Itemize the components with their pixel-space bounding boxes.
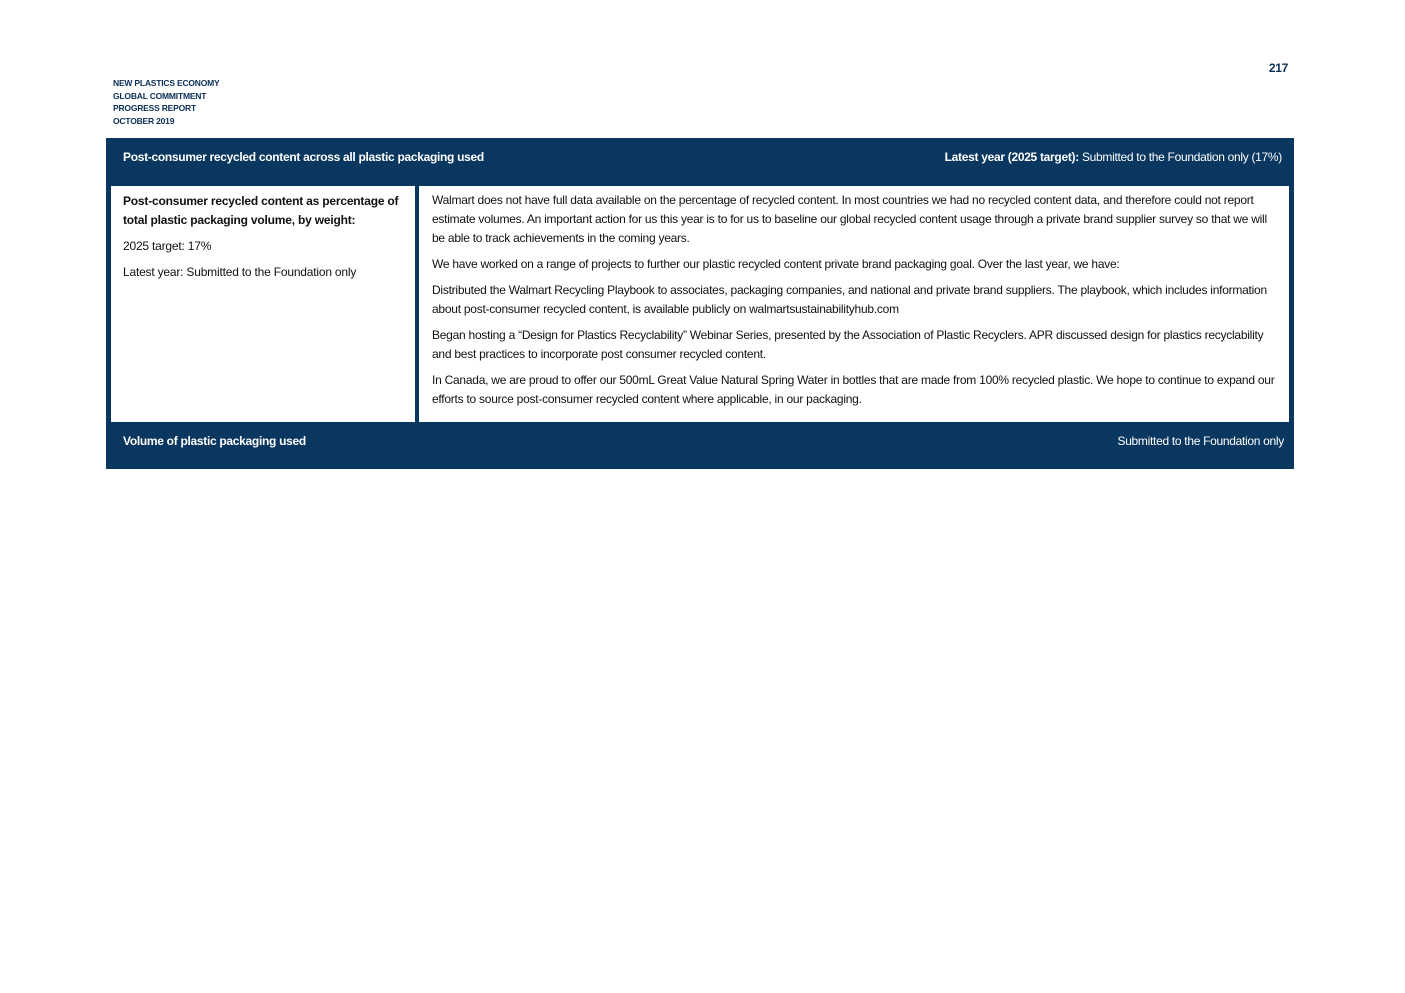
metric-target: 2025 target: 17%	[123, 239, 212, 253]
narrative-paragraph: Walmart does not have full data available on the percentage of recycled content. In most countries we had no recycled content data, and therefore could not report estimate volumes. An important action for us this year is to for us to baseline our global recycled content usage through a private brand supplier survey so that we will be able to track achievements in the coming years.	[432, 193, 1267, 245]
report-header-line: OCTOBER 2019	[113, 115, 175, 126]
section-title: Post-consumer recycled content across all plastic packaging used	[123, 150, 484, 164]
narrative-paragraph: Distributed the Walmart Recycling Playbook to associates, packaging companies, and national and private brand suppliers. The playbook, which includes information about post-consumer recycled content, is available publicly on walmartsustainabilityhub.com	[432, 283, 1267, 316]
section-status-value: Submitted to the Foundation only (17%)	[1078, 150, 1282, 164]
narrative-paragraph: In Canada, we are proud to offer our 500mL Great Value Natural Spring Water in bottles that are made from 100% recycled plastic. We hope to continue to expand our efforts to source post-consumer recycled content where applicable, in our packaging.	[432, 373, 1275, 406]
report-header-line: GLOBAL COMMITMENT	[113, 90, 207, 101]
report-header	[113, 77, 313, 127]
volume-status: Submitted to the Foundation only	[1117, 434, 1284, 448]
section-status	[945, 150, 1282, 164]
volume-bar	[106, 426, 1294, 469]
section-status-prefix: Latest year (2025 target):	[944, 150, 1079, 164]
narrative-paragraph: We have worked on a range of projects to further our plastic recycled content private brand packaging goal. Over the last year, we have:	[432, 257, 1120, 271]
narrative-paragraph: Began hosting a “Design for Plastics Recyclability” Webinar Series, presented by the Association of Plastic Recyclers. APR discussed design for plastics recyclability and best practices to incorporate post consumer recycled content.	[432, 328, 1264, 361]
metric-latest: Latest year: Submitted to the Foundation only	[123, 265, 357, 279]
recycled-content-panel	[106, 138, 1294, 469]
metric-label: Post-consumer recycled content as percentage of total plastic packaging volume, by weight:	[123, 194, 399, 227]
report-header-line: NEW PLASTICS ECONOMY	[113, 78, 220, 88]
narrative-cell	[419, 186, 1289, 422]
metric-cell	[111, 186, 415, 422]
report-header-line: PROGRESS REPORT	[113, 103, 196, 113]
section-header-bar	[106, 138, 1294, 183]
page-number: 217	[1268, 61, 1288, 75]
volume-title: Volume of plastic packaging used	[123, 434, 306, 448]
